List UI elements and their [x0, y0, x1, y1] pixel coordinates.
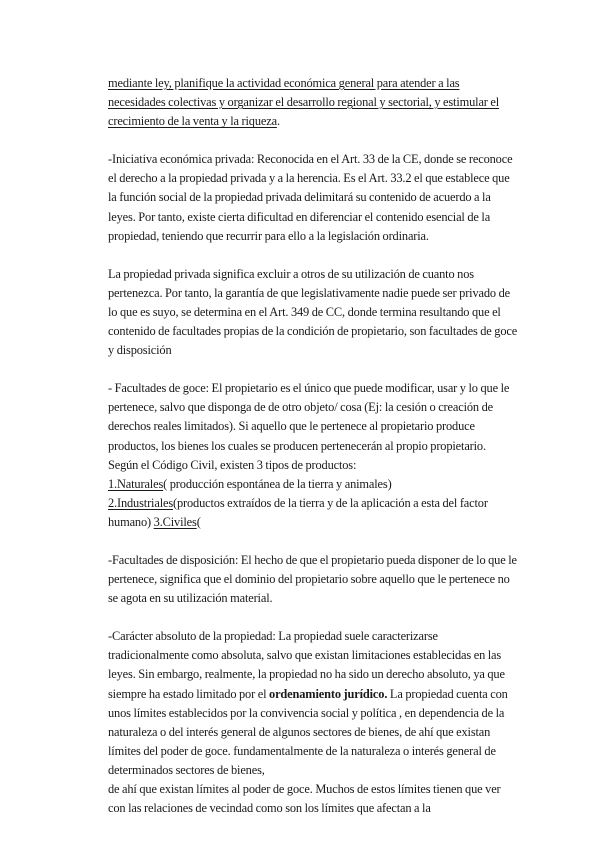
- paragraph-enjoyment-faculties: [108, 379, 518, 532]
- absolute-text-rest: La propiedad cuenta con unos límites establecidos por la convivencia social y política , en dependencia de la naturaleza o del interés general de algunos sectores de bienes, de ahí que existan límites del poder de goce. fundamentalmente de la naturaleza o interés general de determinados sectores de bienes,: [108, 686, 508, 777]
- product-type-industrial-desc: (productos extraídos de la tierra y de la aplicación a esta del factor humano): [108, 495, 488, 529]
- paragraph-planning: [108, 74, 518, 131]
- enjoyment-intro: - Facultades de goce: El propietario es el único que puede modificar, usar y lo que le pertenece, salvo que disponga de de otro objeto/ cosa (Ej: la cesión o creación de derechos reales limitados). Si aquello que le pertenece al propietario produce productos, los bienes los cuales se producen pertenecerán al propio propietario. Según el Código Civil, existen 3 tipos de productos:: [108, 381, 510, 472]
- bold-legal-order: ordenamiento jurídico.: [269, 686, 388, 701]
- underlined-text: mediante ley, planifique la actividad económica general para atender a las necesidades colectivas y organizar el desarrollo regional y sectorial, y estimular el crecimiento de la venta y la riqueza: [108, 76, 500, 129]
- absolute-text-line2: de ahí que existan límites al poder de goce. Muchos de estos límites tienen que ver con las relaciones de vecindad como son los límites que afectan a la: [108, 782, 501, 816]
- product-type-industrial: 2.Industriales: [108, 495, 174, 510]
- paragraph-private-property: La propiedad privada significa excluir a otros de su utilización de cuanto nos pertenezca. Por tanto, la garantía de que legislativamente nadie puede ser privado de lo que es suyo, se determina en el Art. 349 de CC, donde termina resultando que el contenido de facultades propias de la condición de propietario, son facultades de goce y disposición: [108, 266, 518, 358]
- product-type-natural-desc: ( producción espontánea de la tierra y animales): [163, 476, 392, 491]
- absolute-text-start: -Carácter absoluto de la propiedad: La propiedad suele caracterizarse tradicionalmente como absoluta, salvo que existan limitaciones establecidas en las leyes. Sin embargo, realmente, la propiedad no ha sido un derecho absoluto, ya que siempre ha estado limitado por el: [108, 629, 505, 701]
- paragraph-end: .: [276, 114, 280, 129]
- product-type-civil-desc: (: [196, 514, 201, 529]
- paragraph-disposal-faculties: -Facultades de disposición: El hecho de que el propietario pueda disponer de lo que le pertenece, significa que el dominio del propietario sobre aquello que le pertenece no se agota en su utilización material.: [108, 552, 517, 606]
- paragraph-private-initiative: -Iniciativa económica privada: Reconocida en el Art. 33 de la CE, donde se reconoce el derecho a la propiedad privada y a la herencia. Es el Art. 33.2 el que establece que la función social de la propiedad privada delimitará su contenido de acuerdo a la leyes. Por tanto, existe cierta dificultad en diferenciar el contenido esencial de la propiedad, teniendo que recurrir para ello a la legislación ordinaria.: [108, 152, 513, 243]
- paragraph-absolute-character: [108, 627, 518, 818]
- product-type-natural: 1.Naturales: [108, 476, 164, 491]
- product-type-civil: 3.Civiles: [153, 514, 197, 529]
